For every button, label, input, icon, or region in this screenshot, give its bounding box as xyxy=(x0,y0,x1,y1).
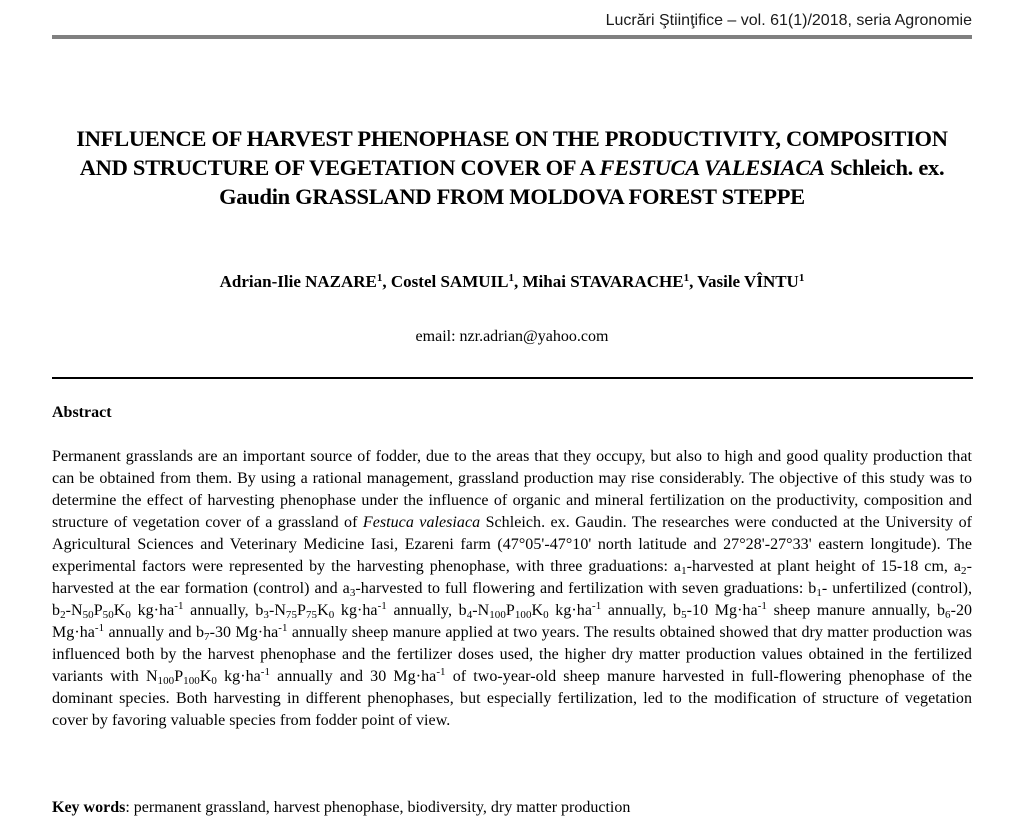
abstract-segment: P xyxy=(505,602,515,619)
abstract-segment: annually and 30 Mg·ha xyxy=(270,668,437,685)
author-name: Vasile VÎNTU xyxy=(697,272,799,291)
abstract-segment: -N xyxy=(65,602,83,619)
superscript: -1 xyxy=(436,666,446,678)
abstract-segment: K xyxy=(199,668,212,685)
abstract-heading: Abstract xyxy=(52,404,112,421)
subscript: 6 xyxy=(945,609,951,621)
subscript: 5 xyxy=(681,609,687,621)
author-separator: , xyxy=(382,272,391,291)
abstract-segment: annually, b xyxy=(386,602,467,619)
abstract-segment: annually and b xyxy=(104,624,204,641)
subscript: 100 xyxy=(157,675,175,687)
contact-email xyxy=(52,327,972,347)
section-rule xyxy=(52,377,973,379)
author-name: Adrian-Ilie NAZARE xyxy=(219,272,377,291)
abstract-segment: P xyxy=(297,602,306,619)
keywords-label: Key words xyxy=(52,799,126,816)
subscript: 1 xyxy=(816,587,822,599)
subscript: 75 xyxy=(285,609,298,621)
abstract-segment: annually sheep manure applied at two years. The results obtained showed that dry matter production was influenced both by the harvest phenophase and the fertilizer doses used, the higher dry matter production values obtained in the fertilized variants with N xyxy=(52,624,972,685)
abstract-segment: - unfertilized (control), b xyxy=(52,580,972,619)
subscript: 2 xyxy=(961,565,967,577)
header-rule xyxy=(52,35,972,39)
subscript: 100 xyxy=(183,675,200,687)
superscript: -1 xyxy=(260,666,271,678)
abstract-segment: sheep manure annually, b xyxy=(766,602,945,619)
abstract-segment: -N xyxy=(472,602,490,619)
subscript: 0 xyxy=(211,675,217,687)
abstract-segment: -N xyxy=(268,602,286,619)
superscript: -1 xyxy=(377,600,387,612)
author-name: Mihai STAVARACHE xyxy=(522,272,684,291)
author-list xyxy=(52,271,972,293)
subscript: 75 xyxy=(305,609,318,621)
title-part-2: Schleich. ex. Gaudin GRASSLAND FROM MOLDOVA FOREST STEPPE xyxy=(219,155,945,209)
running-head: Lucrări Ştiinţifice – vol. 61(1)/2018, seria Agronomie xyxy=(605,12,972,29)
subscript: 0 xyxy=(543,609,549,621)
abstract-segment: K xyxy=(113,602,126,619)
abstract-segment: kg·ha xyxy=(130,602,175,619)
subscript: 0 xyxy=(328,609,335,621)
abstract-segment: P xyxy=(93,602,103,619)
subscript: 3 xyxy=(349,587,356,599)
abstract-segment: annually, b xyxy=(601,602,682,619)
species-name-italic: Festuca valesiaca xyxy=(362,514,481,531)
subscript: 1 xyxy=(681,565,687,577)
superscript: -1 xyxy=(278,622,288,634)
author-separator: , xyxy=(514,272,523,291)
author-name: Costel SAMUIL xyxy=(390,272,509,291)
abstract-segment: -30 Mg·ha xyxy=(209,624,279,641)
subscript: 100 xyxy=(514,609,532,621)
abstract-text xyxy=(52,446,972,732)
subscript: 7 xyxy=(204,631,210,643)
author-affiliation: 1 xyxy=(508,272,514,284)
title-part-1: INFLUENCE OF HARVEST PHENOPHASE ON THE PRODUCTIVITY, COMPOSITION AND STRUCTURE OF VEGETATION COVER OF A xyxy=(76,126,948,180)
abstract-segment: annually, b xyxy=(183,602,264,619)
abstract-segment: kg·ha xyxy=(334,602,378,619)
subscript: 3 xyxy=(263,609,269,621)
email-label: email: xyxy=(415,328,460,345)
superscript: -1 xyxy=(174,600,184,612)
abstract-segment: kg·ha xyxy=(216,668,261,685)
abstract-segment: K xyxy=(317,602,329,619)
superscript: -1 xyxy=(94,622,105,634)
keywords xyxy=(52,798,972,818)
title-species-italic: FESTUCA VALESIACA xyxy=(599,155,825,180)
abstract-segment: -10 Mg·ha xyxy=(686,602,758,619)
subscript: 2 xyxy=(60,609,66,621)
author-separator: , xyxy=(689,272,698,291)
author-affiliation: 1 xyxy=(683,272,690,284)
subscript: 50 xyxy=(102,609,114,621)
abstract-segment: Schleich. ex. Gaudin. The researches were conducted at the University of Agricultural Sciences and Veterinary Medicine Iasi, Ezareni farm (47°05'-47°10' north latitude and 27°28'-27°33' eastern longitude). The experimental factors were represented by the harvesting phenophase, with three graduations: a xyxy=(52,514,972,575)
abstract-segment: -20 Mg·ha xyxy=(52,602,973,641)
paper-title xyxy=(52,124,972,211)
subscript: 4 xyxy=(466,609,473,621)
abstract-segment: -harvested to full flowering and fertilization with seven graduations: b xyxy=(355,580,817,597)
abstract-segment: -harvested at plant height of 15-18 cm, a xyxy=(686,558,962,575)
abstract-segment: K xyxy=(531,602,544,619)
abstract-segment: kg·ha xyxy=(548,602,592,619)
subscript: 0 xyxy=(125,609,131,621)
subscript: 100 xyxy=(489,609,506,621)
abstract-segment: P xyxy=(174,668,184,685)
abstract-segment: of two-year-old sheep manure harvested in full-flowering phenophase of the dominant species. Both harvesting in different phenophases, but especially fertilization, led to the modification of structure of vegetation cover by favoring valuable species from fodder point of view. xyxy=(52,668,973,729)
abstract-segment: -harvested at the ear formation (control) and a xyxy=(52,558,972,597)
email-link[interactable]: nzr.adrian@yahoo.com xyxy=(459,328,609,345)
author-affiliation: 1 xyxy=(798,272,805,284)
keywords-list: : permanent grassland, harvest phenophase, biodiversity, dry matter production xyxy=(125,799,631,816)
superscript: -1 xyxy=(757,600,767,612)
author-affiliation: 1 xyxy=(376,272,383,284)
abstract-segment: Permanent grasslands are an important source of fodder, due to the areas that they occupy, but also to high and good quality production that can be obtained from them. By using a rational management, grassland production may rise considerably. The objective of this study was to determine the effect of harvesting phenophase under the influence of organic and mineral fertilization on the productivity, composition and structure of vegetation cover of a grassland of xyxy=(52,448,972,531)
superscript: -1 xyxy=(592,600,602,612)
subscript: 50 xyxy=(82,609,94,621)
